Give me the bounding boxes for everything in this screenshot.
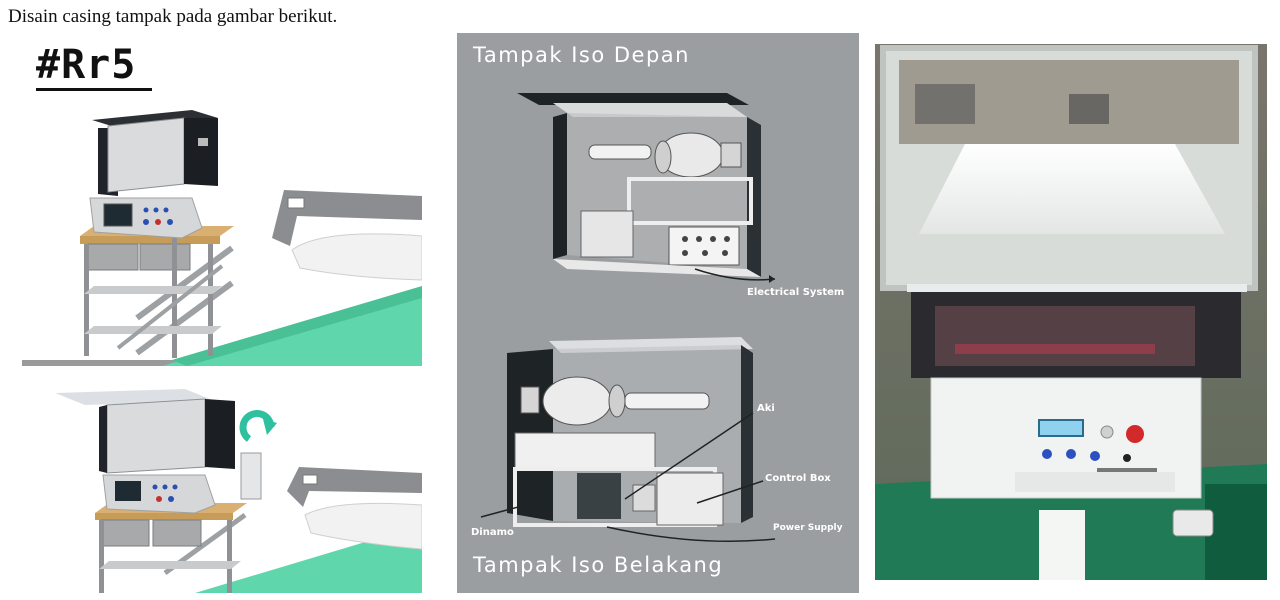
callout-electrical-system: Electrical System	[747, 287, 845, 298]
callout-dinamo: Dinamo	[471, 527, 514, 538]
iso-views-panel	[457, 33, 859, 593]
iso-front-title: Tampak Iso Depan	[473, 43, 690, 67]
tag-underline	[36, 88, 152, 91]
callout-power-supply: Power Supply	[773, 523, 843, 533]
callout-control-box: Control Box	[765, 473, 831, 484]
prototype-photo	[875, 44, 1267, 580]
render-casing-open	[55, 383, 422, 593]
design-tag: #Rr5	[36, 42, 137, 88]
render-casing-closed	[22, 98, 422, 366]
intro-text: Disain casing tampak pada gambar berikut.	[8, 6, 338, 27]
iso-back-title: Tampak Iso Belakang	[473, 553, 724, 577]
callout-aki: Aki	[757, 403, 775, 414]
